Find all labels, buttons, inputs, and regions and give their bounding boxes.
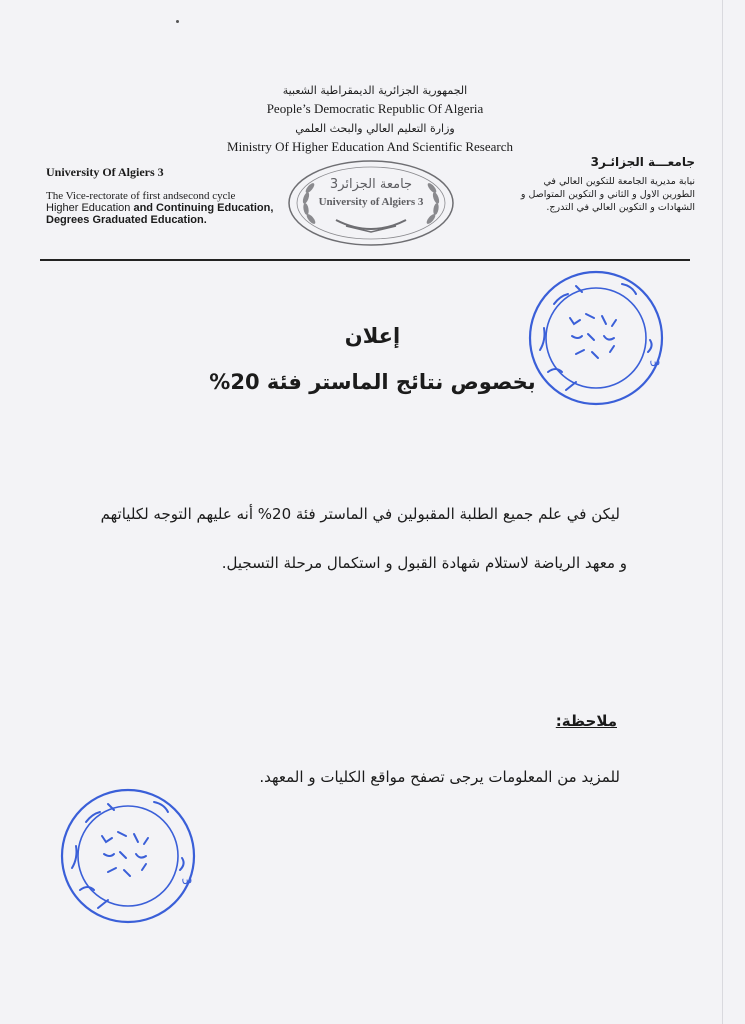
announcement-paragraph-line-2: و معهد الرياضة لاستلام شهادة القبول و استكمال مرحلة التسجيل. xyxy=(221,554,627,572)
header-arabic-republic: الجمهورية الجزائرية الديمقراطية الشعبية xyxy=(282,84,468,97)
announcement-subtitle: بخصوص نتائج الماستر فئة 20% xyxy=(209,370,536,394)
right-line-1: نيابة مديرية الجامعة للتكوين العالي في xyxy=(543,176,695,187)
note-title: ملاحظة: xyxy=(555,712,617,730)
note-text: للمزيد من المعلومات يرجى تصفح مواقع الكليات و المعهد. xyxy=(259,768,620,786)
header-arabic-ministry: وزارة التعليم العالي والبحث العلمي xyxy=(295,122,455,135)
logo-english-text: University of Algiers 3 xyxy=(318,196,424,208)
header-divider xyxy=(40,259,690,261)
speck-mark xyxy=(176,20,179,23)
left-university-name: University Of Algiers 3 xyxy=(46,165,164,179)
page-edge-line xyxy=(722,0,723,1024)
announcement-title: إعلان xyxy=(344,324,401,348)
logo-arabic-text: جامعة الجزائر3 xyxy=(329,177,413,192)
right-university-name: جامعـــة الجزائـر3 xyxy=(590,155,695,169)
university-stamp-bottom xyxy=(58,786,198,926)
header-english-ministry: Ministry Of Higher Education And Scientific Research xyxy=(227,139,513,154)
left-line-3: Degrees Graduated Education. xyxy=(46,214,207,226)
left-line-2-prefix: Higher Education xyxy=(46,202,131,214)
left-line-2 xyxy=(46,202,286,214)
right-letterhead xyxy=(475,155,695,214)
left-line-2-bold: and Continuing Education, xyxy=(130,202,274,214)
right-line-2: الطورين الاول و الثاني و التكوين المتواصل و xyxy=(520,189,695,200)
header-english-republic: People’s Democratic Republic Of Algeria xyxy=(266,101,484,116)
announcement-paragraph-line-1: ليكن في علم جميع الطلبة المقبولين في الماستر فئة 20% أنه عليهم التوجه لكلياتهم xyxy=(100,505,620,523)
svg-text:3: 3 xyxy=(179,876,195,887)
university-logo xyxy=(286,158,456,248)
left-letterhead xyxy=(46,165,286,226)
svg-text:3: 3 xyxy=(647,358,663,369)
right-line-3: الشهادات و التكوين العالي في التدرج. xyxy=(546,202,695,213)
left-line-1: The Vice-rectorate of first andsecond cycle xyxy=(46,190,236,202)
